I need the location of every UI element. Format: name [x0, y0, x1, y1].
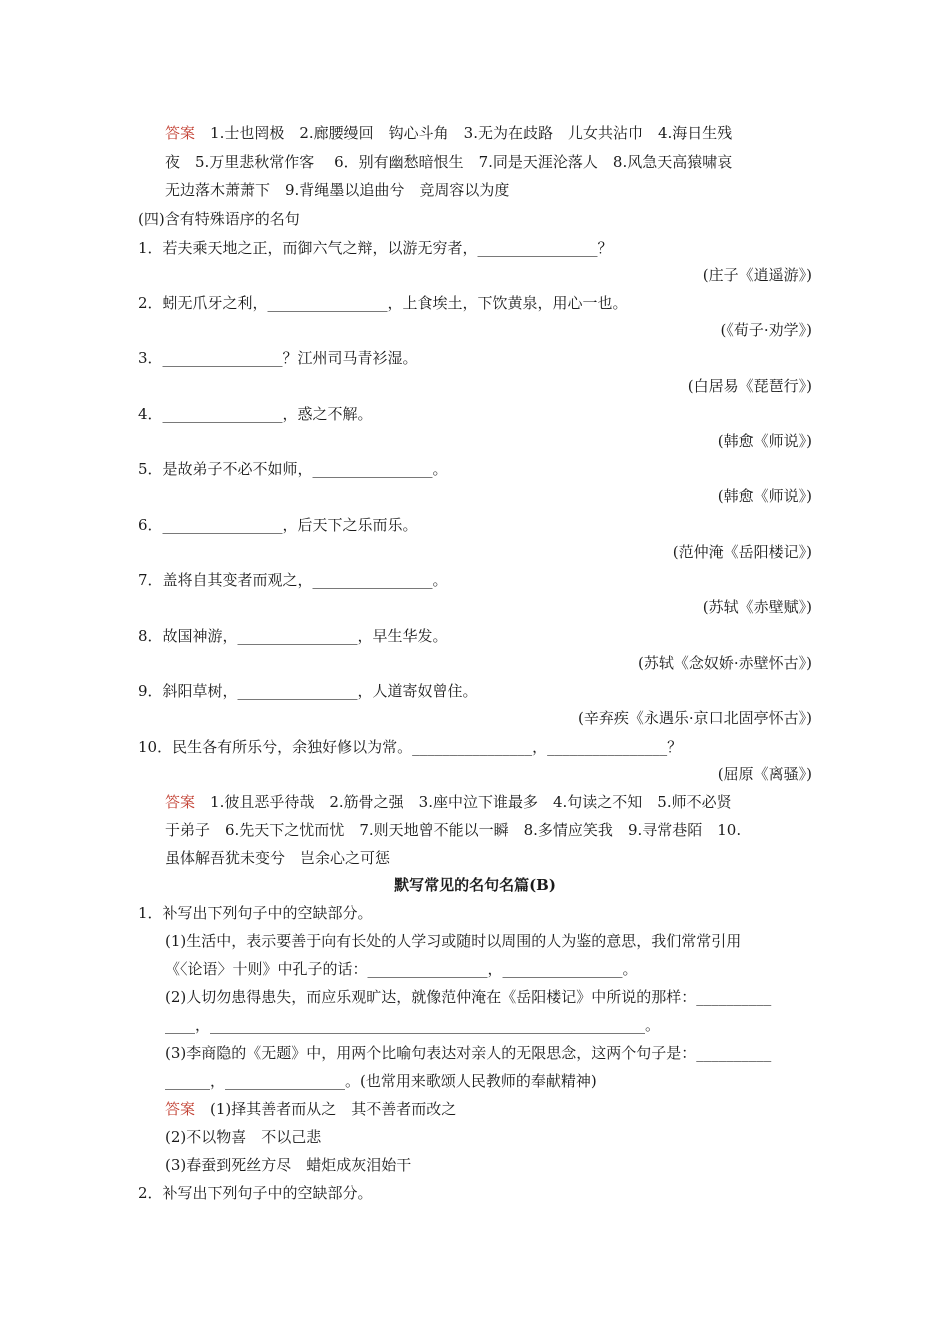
question-8: 8．故国神游，________________，早生华发。 [138, 627, 448, 645]
question-b1-part1-line1: (1)生活中，表示要善于向有长处的人学习或随时以周围的人为鉴的意思，我们常常引用 [165, 932, 742, 950]
source-10: (屈原《离骚》) [717, 765, 812, 783]
answer-text: 1.彼且恶乎待哉 2.筋骨之强 3.座中泣下谁最多 4.句读之不知 5.师不必贤 [210, 793, 732, 811]
answer-text: (1)择其善者而从之 其不善者而改之 [210, 1100, 457, 1118]
question-2: 2．蚓无爪牙之利，________________，上食埃土，下饮黄泉，用心一也。 [138, 294, 628, 312]
answer-b1-line1 [165, 1099, 456, 1119]
question-b1-part2-line2: ____，__________________________________________________________。 [165, 1016, 661, 1034]
source-8: (苏轼《念奴娇·赤壁怀古》) [638, 654, 812, 672]
answer-block-4-line3: 虽体解吾犹未变兮 岂余心之可惩 [165, 849, 391, 867]
answer-text: 1.士也罔极 2.廊腰缦回 钩心斗角 3.无为在歧路 儿女共沾巾 4.海日生残 [210, 124, 733, 142]
question-b2-prompt: 2．补写出下列句子中的空缺部分。 [138, 1184, 373, 1202]
question-b1-part1-line2: 《〈论语〉十则》中孔子的话：________________，________________。 [165, 960, 638, 978]
answer-block-3-line1 [165, 123, 732, 143]
source-1: (庄子《逍遥游》) [702, 266, 812, 284]
section-heading: (四)含有特殊语序的名句 [138, 210, 300, 228]
answer-label: 答案 [165, 1100, 196, 1118]
answer-label: 答案 [165, 793, 196, 811]
question-7: 7．盖将自其变者而观之，________________。 [138, 571, 448, 589]
question-10: 10．民生各有所乐兮，余独好修以为常。________________，________________？ [138, 738, 683, 756]
source-6: (范仲淹《岳阳楼记》) [672, 543, 812, 561]
question-3: 3．________________？江州司马青衫湿。 [138, 349, 418, 367]
question-b1-prompt: 1．补写出下列句子中的空缺部分。 [138, 904, 373, 922]
question-1: 1．若夫乘天地之正，而御六气之辩，以游无穷者，________________？ [138, 239, 613, 257]
section-title: 默写常见的名句名篇(B) [394, 876, 556, 894]
source-9: (辛弃疾《永遇乐·京口北固亭怀古》) [578, 709, 812, 727]
question-b1-part3-line1: (3)李商隐的《无题》中，用两个比喻句表达对亲人的无限思念，这两个句子是：__________ [165, 1044, 772, 1062]
question-5: 5．是故弟子不必不如师，________________。 [138, 460, 448, 478]
answer-block-3-line3: 无边落木萧萧下 9.背绳墨以追曲兮 竞周容以为度 [165, 181, 510, 199]
source-7: (苏轼《赤壁赋》) [702, 598, 812, 616]
source-2: (《荀子·劝学》) [720, 321, 812, 339]
answer-label: 答案 [165, 124, 196, 142]
answer-block-4-line2: 于弟子 6.先天下之忧而忧 7.则天地曾不能以一瞬 8.多情应笑我 9.寻常巷陌 10. [165, 821, 742, 839]
source-5: (韩愈《师说》) [717, 487, 812, 505]
question-b1-part3-line2: ______，________________。(也常用来歌颂人民教师的奉献精神) [165, 1072, 597, 1090]
question-6: 6．________________，后天下之乐而乐。 [138, 516, 418, 534]
question-9: 9．斜阳草树，________________，人道寄奴曾住。 [138, 682, 478, 700]
source-3: (白居易《琵琶行》) [687, 377, 812, 395]
question-b1-part2-line1: (2)人切勿患得患失，而应乐观旷达，就像范仲淹在《岳阳楼记》中所说的那样：__________ [165, 988, 772, 1006]
answer-block-4-line1 [165, 792, 732, 812]
answer-block-3-line2: 夜 5.万里悲秋常作客 6．别有幽愁暗恨生 7.同是天涯沦落人 8.风急天高猿啸哀 [165, 153, 733, 171]
answer-b1-line3: (3)春蚕到死丝方尽 蜡炬成灰泪始干 [165, 1156, 412, 1174]
source-4: (韩愈《师说》) [717, 432, 812, 450]
question-4: 4．________________，惑之不解。 [138, 405, 373, 423]
answer-b1-line2: (2)不以物喜 不以己悲 [165, 1128, 322, 1146]
